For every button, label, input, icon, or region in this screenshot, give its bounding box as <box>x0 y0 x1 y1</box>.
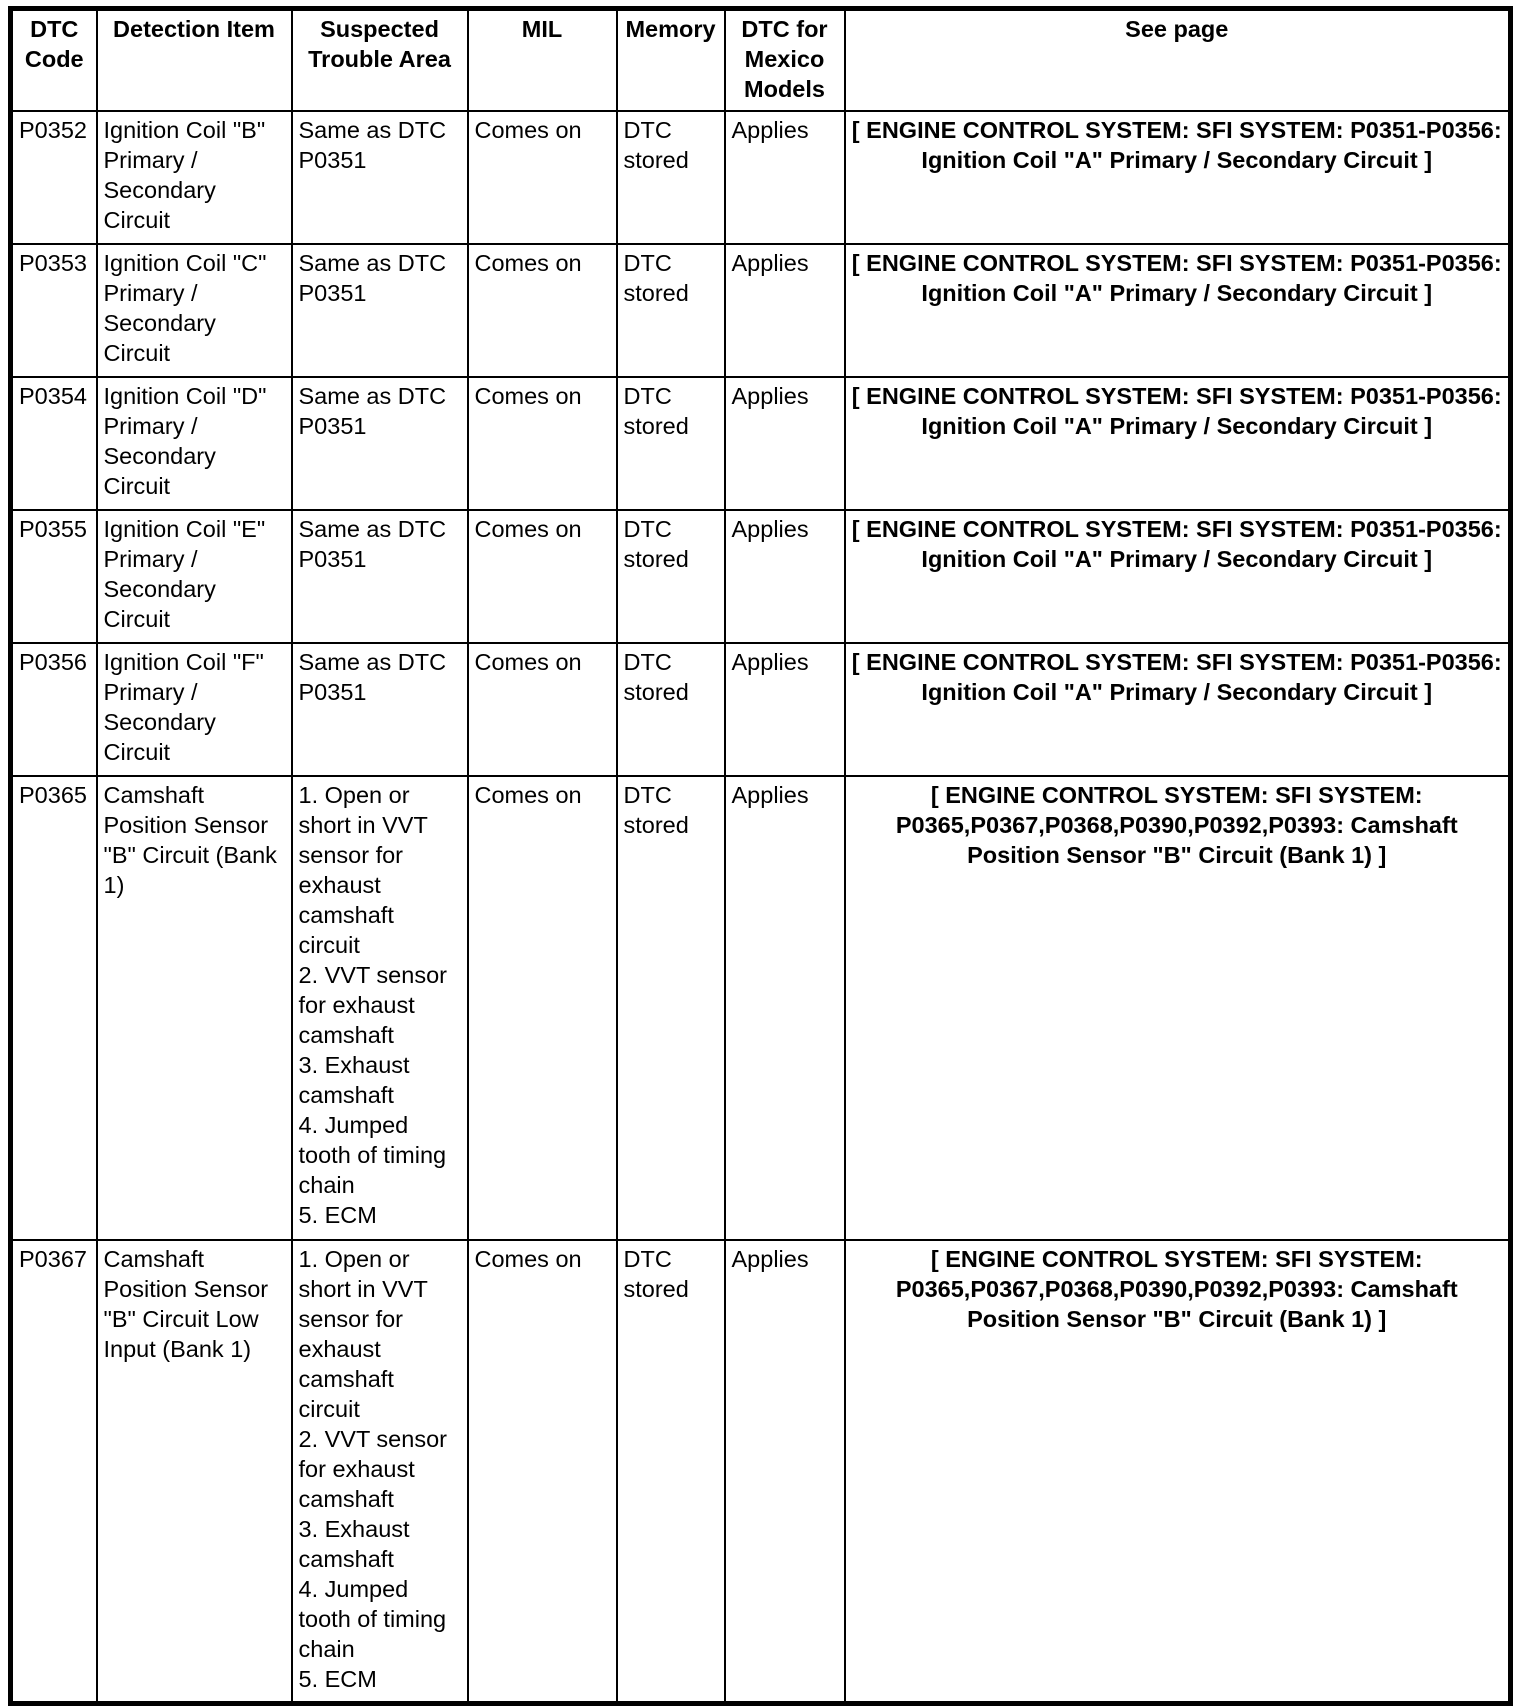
cell-mexico: Applies <box>725 377 845 510</box>
cell-mexico: Applies <box>725 244 845 377</box>
table-row <box>11 643 1511 776</box>
header-memory: Memory <box>617 9 725 111</box>
cell-mexico: Applies <box>725 510 845 643</box>
cell-detection-item: Ignition Coil "D" Primary / Secondary Circuit <box>97 377 292 510</box>
cell-dtc-code: P0356 <box>11 643 97 776</box>
header-suspected-trouble-area: Suspected Trouble Area <box>292 9 468 111</box>
cell-see-page[interactable]: [ ENGINE CONTROL SYSTEM: SFI SYSTEM: P0351-P0356: Ignition Coil "A" Primary / Secondary Circuit ] <box>845 244 1511 377</box>
cell-memory: DTC stored <box>617 244 725 377</box>
dtc-table <box>8 6 1513 1706</box>
table-row <box>11 111 1511 244</box>
cell-see-page[interactable]: [ ENGINE CONTROL SYSTEM: SFI SYSTEM: P0351-P0356: Ignition Coil "A" Primary / Secondary Circuit ] <box>845 510 1511 643</box>
cell-mil: Comes on <box>468 1240 617 1704</box>
cell-see-page[interactable]: [ ENGINE CONTROL SYSTEM: SFI SYSTEM: P0351-P0356: Ignition Coil "A" Primary / Secondary Circuit ] <box>845 111 1511 244</box>
cell-trouble-area: Same as DTC P0351 <box>292 244 468 377</box>
cell-mil: Comes on <box>468 510 617 643</box>
cell-trouble-area: Same as DTC P0351 <box>292 643 468 776</box>
cell-dtc-code: P0367 <box>11 1240 97 1704</box>
header-dtc-code: DTC Code <box>11 9 97 111</box>
cell-trouble-area: Same as DTC P0351 <box>292 377 468 510</box>
header-dtc-mexico: DTC for Mexico Models <box>725 9 845 111</box>
header-detection-item: Detection Item <box>97 9 292 111</box>
header-row <box>11 9 1511 111</box>
header-see-page: See page <box>845 9 1511 111</box>
cell-mexico: Applies <box>725 1240 845 1704</box>
header-mil: MIL <box>468 9 617 111</box>
cell-trouble-area: 1. Open or short in VVT sensor for exhaust camshaft circuit 2. VVT sensor for exhaust camshaft 3. Exhaust camshaft 4. Jumped tooth of timing chain 5. ECM <box>292 1240 468 1704</box>
cell-mil: Comes on <box>468 643 617 776</box>
cell-memory: DTC stored <box>617 776 725 1240</box>
cell-dtc-code: P0352 <box>11 111 97 244</box>
cell-memory: DTC stored <box>617 377 725 510</box>
table-row <box>11 1240 1511 1704</box>
cell-detection-item: Ignition Coil "B" Primary / Secondary Circuit <box>97 111 292 244</box>
cell-trouble-area: 1. Open or short in VVT sensor for exhaust camshaft circuit 2. VVT sensor for exhaust camshaft 3. Exhaust camshaft 4. Jumped tooth of timing chain 5. ECM <box>292 776 468 1240</box>
cell-memory: DTC stored <box>617 111 725 244</box>
table-row <box>11 776 1511 1240</box>
table-row <box>11 377 1511 510</box>
cell-memory: DTC stored <box>617 1240 725 1704</box>
cell-trouble-area: Same as DTC P0351 <box>292 111 468 244</box>
cell-mil: Comes on <box>468 111 617 244</box>
cell-trouble-area: Same as DTC P0351 <box>292 510 468 643</box>
cell-mil: Comes on <box>468 377 617 510</box>
cell-see-page[interactable]: [ ENGINE CONTROL SYSTEM: SFI SYSTEM: P0365,P0367,P0368,P0390,P0392,P0393: Camshaft Position Sensor "B" Circuit (Bank 1) ] <box>845 776 1511 1240</box>
cell-dtc-code: P0355 <box>11 510 97 643</box>
cell-mexico: Applies <box>725 776 845 1240</box>
cell-dtc-code: P0353 <box>11 244 97 377</box>
table-row <box>11 244 1511 377</box>
cell-see-page[interactable]: [ ENGINE CONTROL SYSTEM: SFI SYSTEM: P0351-P0356: Ignition Coil "A" Primary / Secondary Circuit ] <box>845 377 1511 510</box>
cell-memory: DTC stored <box>617 643 725 776</box>
cell-dtc-code: P0354 <box>11 377 97 510</box>
cell-detection-item: Camshaft Position Sensor "B" Circuit Low Input (Bank 1) <box>97 1240 292 1704</box>
cell-mexico: Applies <box>725 111 845 244</box>
cell-mexico: Applies <box>725 643 845 776</box>
cell-mil: Comes on <box>468 244 617 377</box>
cell-memory: DTC stored <box>617 510 725 643</box>
table-row <box>11 510 1511 643</box>
cell-dtc-code: P0365 <box>11 776 97 1240</box>
cell-detection-item: Ignition Coil "C" Primary / Secondary Circuit <box>97 244 292 377</box>
cell-see-page[interactable]: [ ENGINE CONTROL SYSTEM: SFI SYSTEM: P0365,P0367,P0368,P0390,P0392,P0393: Camshaft Position Sensor "B" Circuit (Bank 1) ] <box>845 1240 1511 1704</box>
cell-detection-item: Camshaft Position Sensor "B" Circuit (Bank 1) <box>97 776 292 1240</box>
cell-detection-item: Ignition Coil "F" Primary / Secondary Circuit <box>97 643 292 776</box>
cell-detection-item: Ignition Coil "E" Primary / Secondary Circuit <box>97 510 292 643</box>
cell-see-page[interactable]: [ ENGINE CONTROL SYSTEM: SFI SYSTEM: P0351-P0356: Ignition Coil "A" Primary / Secondary Circuit ] <box>845 643 1511 776</box>
cell-mil: Comes on <box>468 776 617 1240</box>
